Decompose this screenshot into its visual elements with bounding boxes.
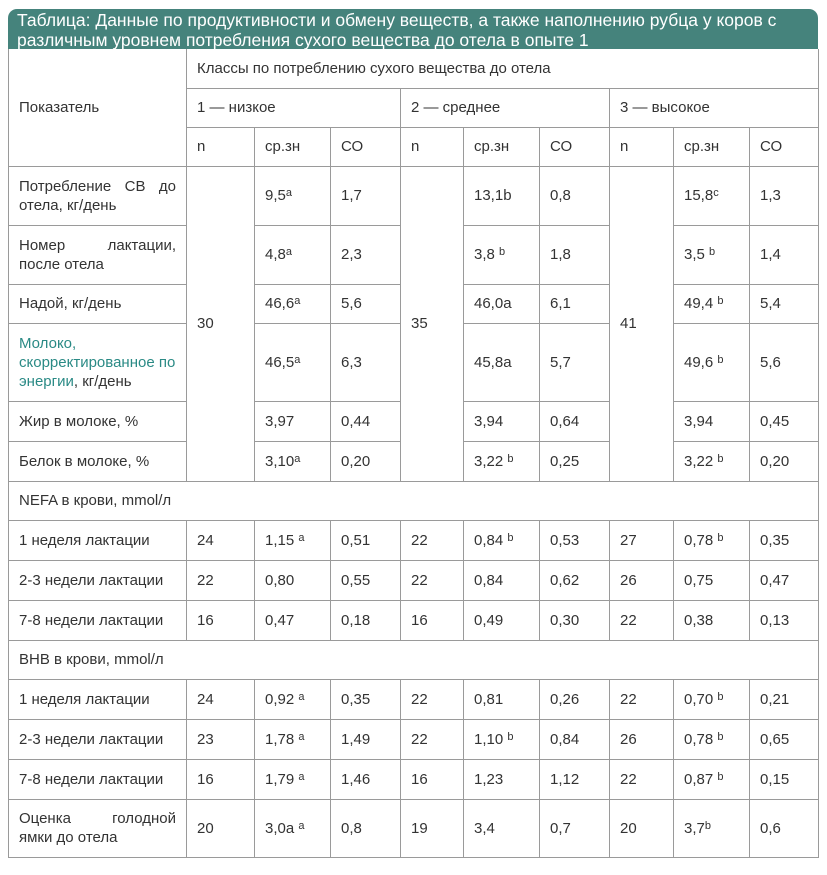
section-row [9, 640, 819, 679]
mean-cell: 0,78 $^b$ [674, 719, 750, 759]
header-sd: СО [331, 127, 401, 166]
mean-cell: 0,81 [464, 679, 540, 719]
n-cell: 16 [401, 759, 464, 799]
sd-cell: 0,51 [331, 520, 401, 560]
mean-cell: 3,10$^a$ [255, 441, 331, 481]
section-title-nefa: NEFA в крови, mmol/л [9, 481, 819, 520]
mean-cell: 1,23 [464, 759, 540, 799]
sd-cell: 5,7 [540, 323, 610, 401]
group-n-2: 35 [401, 166, 464, 481]
mean-cell: 3,4 [464, 799, 540, 857]
mean-cell: 3,0a $^a$ [255, 799, 331, 857]
mean-cell: 9,5$^a$ [255, 166, 331, 225]
row-label: 2-3 недели лактации [9, 560, 187, 600]
table-row [9, 679, 819, 719]
header-mean: ср.зн [674, 127, 750, 166]
header-mean: ср.зн [464, 127, 540, 166]
n-cell: 26 [610, 719, 674, 759]
n-cell: 22 [401, 719, 464, 759]
row-label: Потребление СВ до отела, кг/день [9, 166, 187, 225]
mean-cell: 0,47 [255, 600, 331, 640]
mean-cell: 1,78 $^a$ [255, 719, 331, 759]
n-cell: 24 [187, 679, 255, 719]
sd-cell: 0,26 [540, 679, 610, 719]
n-cell: 22 [610, 679, 674, 719]
table-row [9, 719, 819, 759]
table-row [9, 759, 819, 799]
row-label: Молоко, скорректированное по энергии, кг/день [9, 323, 187, 401]
mean-cell: 46,0a [464, 284, 540, 323]
mean-cell: 0,49 [464, 600, 540, 640]
table-row [9, 166, 819, 225]
table-row [9, 560, 819, 600]
sd-cell: 0,35 [750, 520, 819, 560]
sd-cell: 6,1 [540, 284, 610, 323]
sd-cell: 0,20 [750, 441, 819, 481]
header-class-3: 3 — высокое [610, 88, 819, 127]
header-sd: СО [540, 127, 610, 166]
sd-cell: 1,46 [331, 759, 401, 799]
row-label: Белок в молоке, % [9, 441, 187, 481]
sd-cell: 6,3 [331, 323, 401, 401]
n-cell: 16 [187, 759, 255, 799]
sd-cell: 0,30 [540, 600, 610, 640]
mean-cell: 0,38 [674, 600, 750, 640]
group-n-3: 41 [610, 166, 674, 481]
mean-cell: 49,6 $^b$ [674, 323, 750, 401]
mean-cell: 3,94 [464, 401, 540, 441]
header-n: n [401, 127, 464, 166]
n-cell: 27 [610, 520, 674, 560]
n-cell: 22 [610, 759, 674, 799]
n-cell: 19 [401, 799, 464, 857]
header-n: n [610, 127, 674, 166]
row-label: 1 неделя лактации [9, 520, 187, 560]
header-mean: ср.зн [255, 127, 331, 166]
row-label: Оценка голодной ямки до отела [9, 799, 187, 857]
row-label: 7-8 недели лактации [9, 759, 187, 799]
sd-cell: 5,6 [750, 323, 819, 401]
sd-cell: 0,8 [331, 799, 401, 857]
sd-cell: 1,3 [750, 166, 819, 225]
sd-cell: 0,44 [331, 401, 401, 441]
sd-cell: 0,21 [750, 679, 819, 719]
sd-cell: 0,65 [750, 719, 819, 759]
mean-cell: 4,8$^a$ [255, 225, 331, 284]
sd-cell: 0,25 [540, 441, 610, 481]
header-sd: СО [750, 127, 819, 166]
bhb-rows [9, 679, 819, 857]
mean-cell: 0,92 $^a$ [255, 679, 331, 719]
sd-cell: 0,15 [750, 759, 819, 799]
row-label: 2-3 недели лактации [9, 719, 187, 759]
nefa-rows [9, 520, 819, 640]
header-classes-title: Классы по потреблению сухого вещества до отела [187, 49, 819, 88]
row-label: 1 неделя лактации [9, 679, 187, 719]
sd-cell: 0,62 [540, 560, 610, 600]
sd-cell: 1,12 [540, 759, 610, 799]
n-cell: 22 [610, 600, 674, 640]
sd-cell: 1,8 [540, 225, 610, 284]
n-cell: 22 [187, 560, 255, 600]
n-cell: 20 [610, 799, 674, 857]
n-cell: 23 [187, 719, 255, 759]
mean-cell: 0,84 $^b$ [464, 520, 540, 560]
table-row [9, 520, 819, 560]
header-class-2: 2 — среднее [401, 88, 610, 127]
n-cell: 16 [401, 600, 464, 640]
mean-cell: 3,22 $^b$ [464, 441, 540, 481]
data-table [8, 49, 819, 858]
mean-cell: 15,8$^c$ [674, 166, 750, 225]
mean-cell: 0,84 [464, 560, 540, 600]
row-label: Надой, кг/день [9, 284, 187, 323]
n-cell: 16 [187, 600, 255, 640]
section-title-bhb: BHB в крови, mmol/л [9, 640, 819, 679]
mean-cell: 46,5$^a$ [255, 323, 331, 401]
mean-cell: 3,8 $^b$ [464, 225, 540, 284]
sd-cell: 0,7 [540, 799, 610, 857]
table-container [8, 9, 818, 858]
n-cell: 20 [187, 799, 255, 857]
table-row [9, 600, 819, 640]
header-indicator: Показатель [9, 49, 187, 166]
sd-cell: 1,4 [750, 225, 819, 284]
sd-cell: 0,18 [331, 600, 401, 640]
sd-cell: 5,4 [750, 284, 819, 323]
mean-cell: 0,80 [255, 560, 331, 600]
mean-cell: 0,87 $^b$ [674, 759, 750, 799]
row-label: 7-8 недели лактации [9, 600, 187, 640]
sd-cell: 0,8 [540, 166, 610, 225]
mean-cell: 0,75 [674, 560, 750, 600]
mean-cell: 3,22 $^b$ [674, 441, 750, 481]
mean-cell: 1,79 $^a$ [255, 759, 331, 799]
mean-cell: 1,15 $^a$ [255, 520, 331, 560]
sd-cell: 0,84 [540, 719, 610, 759]
sd-cell: 2,3 [331, 225, 401, 284]
header-class-1: 1 — низкое [187, 88, 401, 127]
sd-cell: 0,35 [331, 679, 401, 719]
sd-cell: 0,53 [540, 520, 610, 560]
mean-cell: 3,97 [255, 401, 331, 441]
sd-cell: 0,20 [331, 441, 401, 481]
n-cell: 22 [401, 560, 464, 600]
n-cell: 22 [401, 520, 464, 560]
sd-cell: 0,47 [750, 560, 819, 600]
mean-cell: 49,4 $^b$ [674, 284, 750, 323]
row-label: Номер лактации, после отела [9, 225, 187, 284]
mean-cell: 3,7$^b$ [674, 799, 750, 857]
sd-cell: 0,64 [540, 401, 610, 441]
sd-cell: 0,6 [750, 799, 819, 857]
n-cell: 22 [401, 679, 464, 719]
table-title: Таблица: Данные по продуктивности и обмену веществ, а также наполнению рубца у коров с различным уровнем потребления сухого вещества до отела в опыте 1 [8, 9, 818, 49]
mean-cell: 1,10 $^b$ [464, 719, 540, 759]
header-n: n [187, 127, 255, 166]
mean-cell: 3,94 [674, 401, 750, 441]
mean-cell: 3,5 $^b$ [674, 225, 750, 284]
sd-cell: 1,7 [331, 166, 401, 225]
n-cell: 26 [610, 560, 674, 600]
group-n-1: 30 [187, 166, 255, 481]
mean-cell: 13,1b [464, 166, 540, 225]
mean-cell: 0,70 $^b$ [674, 679, 750, 719]
table-row [9, 799, 819, 857]
mean-cell: 45,8a [464, 323, 540, 401]
sd-cell: 0,45 [750, 401, 819, 441]
sd-cell: 0,55 [331, 560, 401, 600]
mean-cell: 0,78 $^b$ [674, 520, 750, 560]
sd-cell: 0,13 [750, 600, 819, 640]
section-row [9, 481, 819, 520]
row-label: Жир в молоке, % [9, 401, 187, 441]
n-cell: 24 [187, 520, 255, 560]
ecm-link[interactable]: Молоко, скорректированное по энергии [19, 334, 176, 390]
sd-cell: 5,6 [331, 284, 401, 323]
sd-cell: 1,49 [331, 719, 401, 759]
mean-cell: 46,6$^a$ [255, 284, 331, 323]
